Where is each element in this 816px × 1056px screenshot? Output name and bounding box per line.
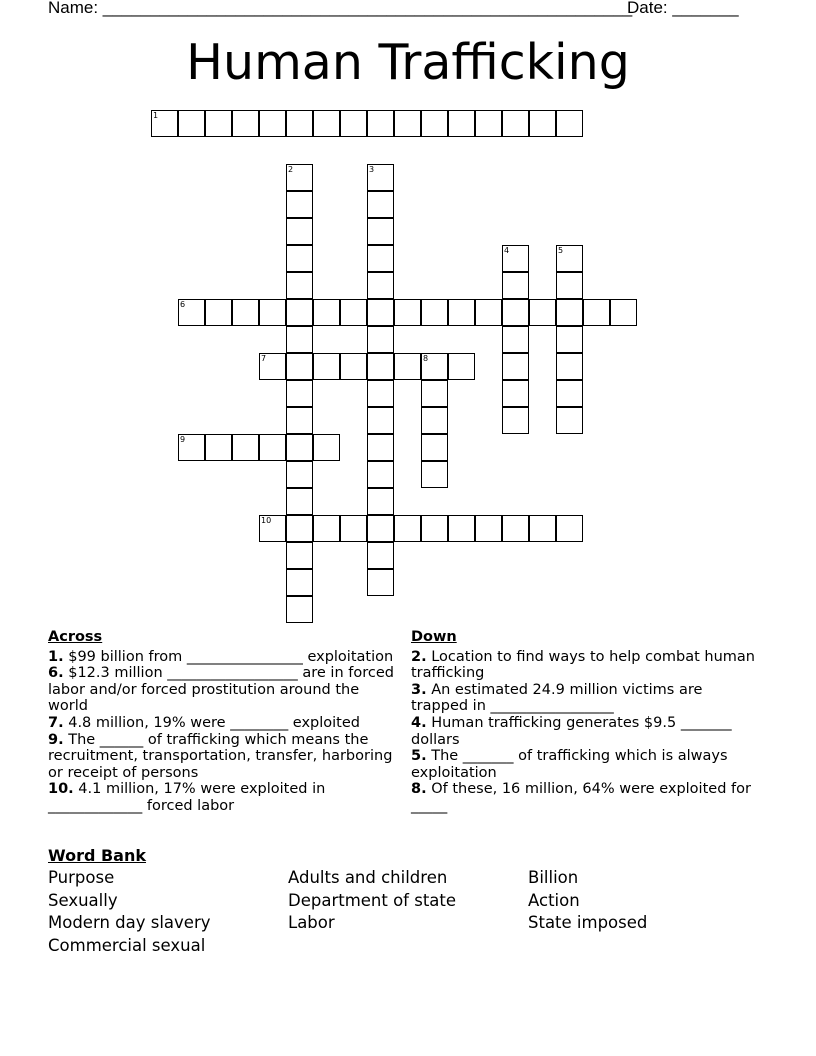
crossword-cell[interactable] [394,353,421,380]
crossword-cell[interactable] [313,353,340,380]
cell-number: 3 [369,165,375,174]
crossword-cell[interactable] [502,110,529,137]
crossword-cell[interactable] [205,434,232,461]
down-clues [411,629,756,815]
crossword-cell[interactable] [178,110,205,137]
name-field-label: Name: ________________________________________________________ [48,0,633,17]
clue-text: Human trafficking generates $9.5 _______ dollars [411,714,732,748]
crossword-cell[interactable] [448,110,475,137]
crossword-cell[interactable] [421,299,448,326]
date-field-label: Date: _______ [627,0,739,17]
word-bank-column-1 [48,867,211,957]
cell-number: 10 [261,516,272,525]
crossword-cell[interactable] [448,515,475,542]
word-bank-column-2 [288,867,456,935]
crossword-cell[interactable] [502,326,529,353]
crossword-cell[interactable] [340,515,367,542]
crossword-cell[interactable] [394,110,421,137]
crossword-cell[interactable] [448,299,475,326]
crossword-cell[interactable] [232,299,259,326]
crossword-cell[interactable] [367,299,394,326]
word-bank-item: Labor [288,913,335,933]
crossword-cell[interactable] [475,110,502,137]
down-clue-5 [411,748,756,781]
crossword-cell[interactable] [286,245,313,272]
cell-number: 5 [558,246,564,255]
crossword-cell[interactable] [610,299,637,326]
crossword-cell[interactable] [367,461,394,488]
across-clue-6 [48,665,398,715]
clue-number: 2. [411,648,427,665]
crossword-cell[interactable] [367,380,394,407]
crossword-cell[interactable] [502,380,529,407]
crossword-cell[interactable] [556,299,583,326]
crossword-cell[interactable] [232,110,259,137]
across-heading: Across [48,629,103,645]
down-heading: Down [411,629,457,645]
crossword-cell[interactable] [259,434,286,461]
crossword-cell[interactable] [151,110,178,137]
crossword-cell[interactable] [286,326,313,353]
cell-number: 4 [504,246,510,255]
crossword-cell[interactable] [178,434,205,461]
crossword-cell[interactable] [286,515,313,542]
cell-number: 1 [153,111,159,120]
crossword-cell[interactable] [556,353,583,380]
crossword-cell[interactable] [286,461,313,488]
clue-text: Location to find ways to help combat human trafficking [411,648,755,682]
crossword-cell[interactable] [367,434,394,461]
crossword-cell[interactable] [367,218,394,245]
crossword-cell[interactable] [286,596,313,623]
down-clue-8 [411,781,756,814]
cell-number: 9 [180,435,186,444]
word-bank-item: Purpose [48,868,115,887]
crossword-cell[interactable] [502,353,529,380]
crossword-cell[interactable] [475,515,502,542]
crossword-cell[interactable] [340,353,367,380]
clue-number: 3. [411,681,427,698]
crossword-cell[interactable] [286,569,313,596]
cell-number: 7 [261,354,267,363]
clue-number: 5. [411,748,427,765]
cell-number: 2 [288,165,294,174]
crossword-cell[interactable] [286,434,313,461]
clue-text: Of these, 16 million, 64% were exploited for _____ [411,781,751,814]
crossword-cell[interactable] [205,110,232,137]
down-clue-3 [411,682,756,715]
crossword-cell[interactable] [313,110,340,137]
across-clue-10 [48,781,398,814]
crossword-cell[interactable] [421,353,448,380]
clue-number: 9. [48,731,64,748]
crossword-cell[interactable] [340,299,367,326]
crossword-cell[interactable] [394,515,421,542]
crossword-cell[interactable] [259,110,286,137]
word-bank-heading: Word Bank [48,846,147,865]
across-clue-9 [48,732,398,782]
crossword-cell[interactable] [556,110,583,137]
crossword-cell[interactable] [421,407,448,434]
word-bank-item: State imposed [528,913,648,933]
crossword-cell[interactable] [286,407,313,434]
crossword-cell[interactable] [259,515,286,542]
cell-number: 8 [423,354,429,363]
crossword-cell[interactable] [556,326,583,353]
clue-text: The ______ of trafficking which means the recruitment, transportation, transfer, harboring or receipt of persons [48,731,393,781]
clue-text: An estimated 24.9 million victims are trapped in _________________ [411,681,703,715]
word-bank-item: Commercial sexual [48,935,206,955]
cell-number: 6 [180,300,186,309]
word-bank-item: Action [528,890,580,910]
clue-text: The _______ of trafficking which is always exploitation [411,748,728,781]
clue-number: 1. [48,648,64,665]
crossword-cell[interactable] [502,515,529,542]
crossword-cell[interactable] [286,353,313,380]
clue-text: 4.1 million, 17% were exploited in _____________ forced labor [48,781,326,814]
down-clue-2 [411,649,756,682]
crossword-cell[interactable] [286,488,313,515]
crossword-cell[interactable] [313,515,340,542]
across-clue-7 [48,715,398,732]
word-bank-item: Department of state [288,890,457,910]
crossword-cell[interactable] [367,488,394,515]
crossword-cell[interactable] [232,434,259,461]
clue-number: 10. [48,781,74,798]
crossword-cell[interactable] [367,407,394,434]
crossword-cell[interactable] [421,461,448,488]
crossword-cell[interactable] [556,515,583,542]
clue-text: $12.3 million __________________ are in forced labor and/or forced prostitution around the world [48,665,394,715]
across-clue-1 [48,649,398,666]
crossword-cell[interactable] [205,299,232,326]
crossword-cell[interactable] [421,515,448,542]
clue-number: 4. [411,714,427,731]
crossword-cell[interactable] [286,299,313,326]
word-bank-column-3 [528,867,647,935]
crossword-cell[interactable] [556,380,583,407]
page-title: Human Trafficking [186,34,630,91]
crossword-cell[interactable] [556,407,583,434]
crossword-cell[interactable] [502,299,529,326]
crossword-cell[interactable] [502,245,529,272]
crossword-cell[interactable] [502,272,529,299]
crossword-cell[interactable] [259,299,286,326]
crossword-cell[interactable] [286,272,313,299]
crossword-cell[interactable] [421,434,448,461]
crossword-cell[interactable] [367,569,394,596]
crossword-cell[interactable] [583,299,610,326]
crossword-cell[interactable] [367,110,394,137]
crossword-cell[interactable] [421,380,448,407]
word-bank-item: Sexually [48,890,118,910]
crossword-cell[interactable] [367,164,394,191]
clue-text: 4.8 million, 19% were ________ exploited [68,714,360,731]
word-bank-item: Adults and children [288,868,448,887]
clue-text: $99 billion from ________________ exploitation [68,648,394,665]
crossword-cell[interactable] [367,272,394,299]
clue-number: 6. [48,665,64,682]
crossword-cell[interactable] [286,110,313,137]
crossword-cell[interactable] [367,191,394,218]
down-clue-4 [411,715,756,748]
crossword-cell[interactable] [313,434,340,461]
crossword-cell[interactable] [367,245,394,272]
crossword-cell[interactable] [367,515,394,542]
crossword-cell[interactable] [286,380,313,407]
crossword-cell[interactable] [178,299,205,326]
crossword-cell[interactable] [259,353,286,380]
crossword-cell[interactable] [448,353,475,380]
crossword-cell[interactable] [529,110,556,137]
crossword-cell[interactable] [556,272,583,299]
word-bank-item: Billion [528,868,579,887]
crossword-cell[interactable] [475,299,502,326]
across-clues [48,629,398,815]
crossword-cell[interactable] [529,515,556,542]
crossword-cell[interactable] [367,542,394,569]
crossword-cell[interactable] [313,299,340,326]
crossword-cell[interactable] [421,110,448,137]
crossword-cell[interactable] [286,164,313,191]
crossword-cell[interactable] [556,245,583,272]
crossword-cell[interactable] [502,407,529,434]
crossword-cell[interactable] [286,191,313,218]
crossword-cell[interactable] [394,299,421,326]
word-bank-item: Modern day slavery [48,913,211,933]
crossword-cell[interactable] [367,353,394,380]
clue-number: 7. [48,714,64,731]
clue-number: 8. [411,781,427,798]
crossword-cell[interactable] [367,326,394,353]
crossword-cell[interactable] [529,299,556,326]
crossword-cell[interactable] [286,542,313,569]
crossword-cell[interactable] [286,218,313,245]
crossword-cell[interactable] [340,110,367,137]
